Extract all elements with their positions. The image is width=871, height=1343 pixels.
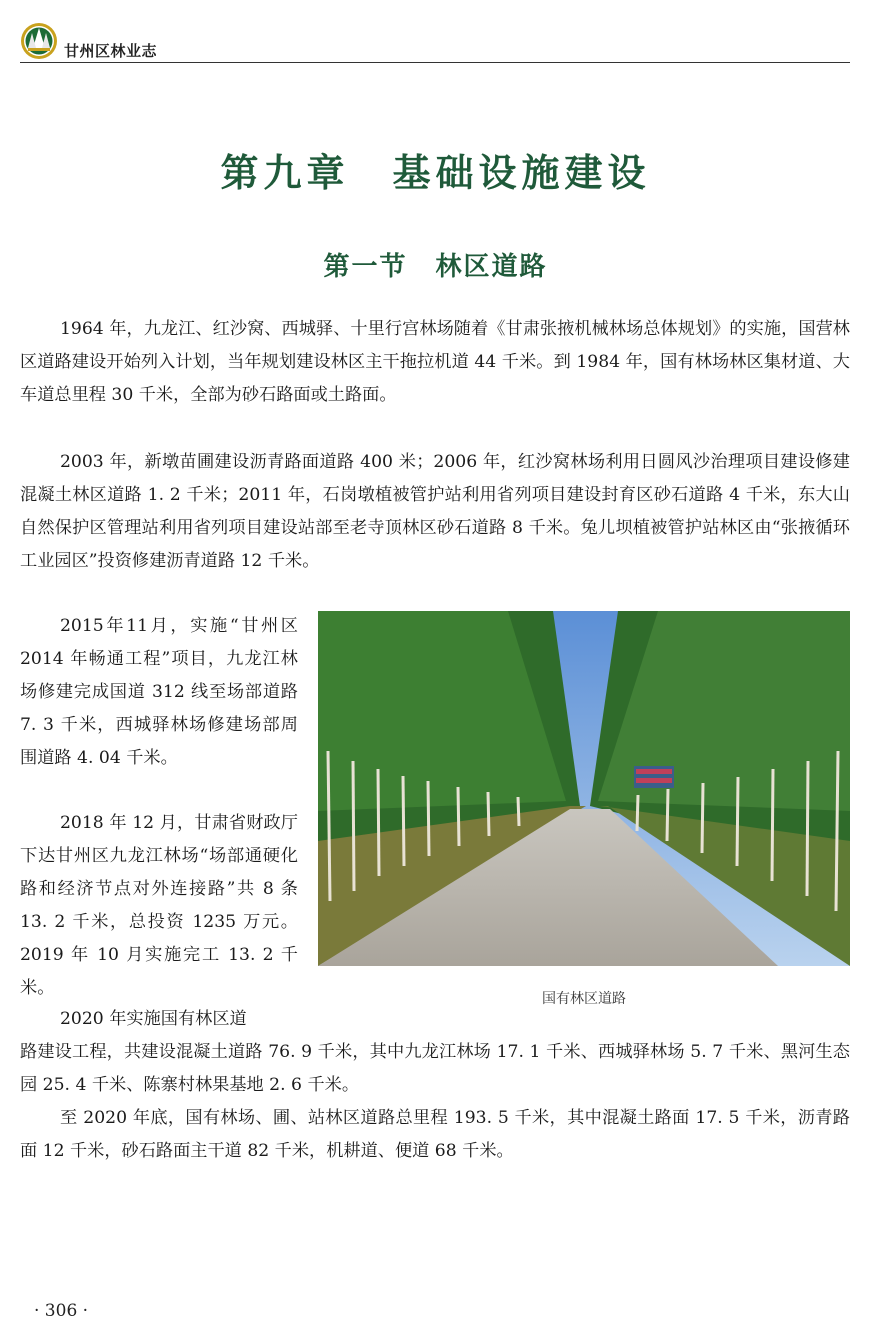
forestry-logo-icon: [20, 22, 58, 60]
running-header: [20, 22, 850, 64]
paragraph-5-start: 2020 年实施国有林区道: [60, 1009, 247, 1029]
paragraph-6: 至 2020 年底，国有林场、圃、站林区道路总里程 193. 5 千米，其中混凝土路面 17. 5 千米，沥青路面 12 千米，砂石路面主干道 82 千米，机耕道、便道 68 千米。: [20, 1108, 850, 1161]
paragraph-3: 2015年11月，实施“甘州区 2014 年畅通工程”项目，九龙江林场修建完成国道 312 线至场部道路 7. 3 千米，西城驿林场修建场部周围道路 4. 04 千米。: [20, 616, 298, 768]
figure-caption: 国有林区道路: [542, 991, 626, 1007]
paragraph-4: 2018 年 12 月，甘肃省财政厅下达甘州区九龙江林场“场部通硬化路和经济节点对外连接路”共 8 条 13. 2 千米，总投资 1235 万元。2019 年 10 月实施完工 13. 2 千米。: [20, 813, 298, 998]
paragraph-1: 1964 年，九龙江、红沙窝、西城驿、十里行宫林场随着《甘肃张掖机械林场总体规划》的实施，国营林区道路建设开始列入计划，当年规划建设林区主干拖拉机道 44 千米。到 1984 年，国有林场林区集材道、大车道总里程 30 千米，全部为砂石路面或土路面。: [20, 319, 850, 405]
section-title: 第一节 林区道路: [323, 252, 548, 282]
forest-road-photo: [318, 611, 850, 966]
chapter-title: 第九章 基础设施建设: [220, 151, 651, 195]
header-rule: [20, 62, 850, 63]
book-title: 甘州区林业志: [64, 42, 158, 60]
paragraph-2: 2003 年，新墩苗圃建设沥青路面道路 400 米；2006 年，红沙窝林场利用日圆风沙治理项目建设修建混凝土林区道路 1. 2 千米；2011 年，石岗墩植被管护站利用省列项目建设封育区砂石道路 4 千米，东大山自然保护区管理站利用省列项目建设站部至老寺顶林区砂石道路 8 千米。兔儿坝植被管护站林区由“张掖循环工业园区”投资修建沥青道路 12 千米。: [20, 452, 850, 571]
page-number: · 306 ·: [34, 1301, 89, 1321]
paragraph-5-continued: 路建设工程，共建设混凝土道路 76. 9 千米，其中九龙江林场 17. 1 千米、西城驿林场 5. 7 千米、黑河生态园 25. 4 千米、陈寨村林果基地 2. 6 千米。: [20, 1042, 850, 1095]
